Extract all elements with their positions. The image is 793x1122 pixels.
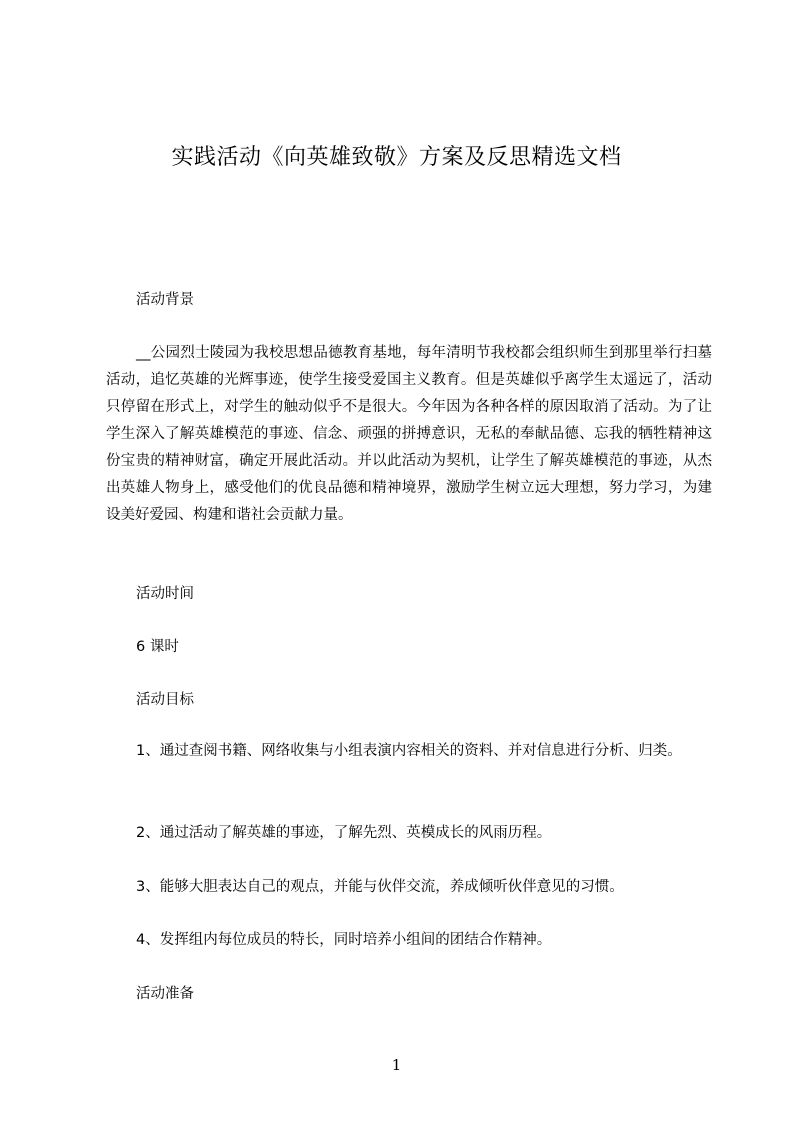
goal-item-1: 1、通过查阅书籍、网络收集与小组表演内容相关的资料、并对信息进行分析、归类。 bbox=[136, 743, 682, 759]
section-heading-prep: 活动准备 bbox=[136, 986, 194, 1002]
section-heading-time: 活动时间 bbox=[136, 586, 194, 602]
page-number: 1 bbox=[391, 1056, 402, 1074]
section-heading-goals: 活动目标 bbox=[136, 692, 194, 708]
background-paragraph: __公园烈士陵园为我校思想品德教育基地，每年清明节我校都会组织师生到那里举行扫墓活动，追忆英雄的光辉事迹，使学生接受爱国主义教育。但是英雄似乎离学生太遥远了，活动只停留在形式上，对学生的触动似乎不是很大。今年因为各种各样的原因取消了活动。为了让学生深入了解英雄模范的事迹、信念、顽强的拼搏意识，无私的奉献品德、忘我的牺牲精神这份宝贵的精神财富，确定开展此活动。并以此活动为契机，让学生了解英雄模范的事迹，从杰出英雄人物身上，感受他们的优良品德和精神境界，激励学生树立远大理想，努力学习，为建设美好爱园、构建和谐社会贡献力量。 bbox=[106, 345, 712, 523]
goal-item-2: 2、通过活动了解英雄的事迹，了解先烈、英模成长的风雨历程。 bbox=[136, 825, 552, 841]
goal-item-3: 3、能够大胆表达自己的观点，并能与伙伴交流，养成倾听伙伴意见的习惯。 bbox=[136, 879, 624, 895]
goal-item-4: 4、发挥组内每位成员的特长，同时培养小组间的团结合作精神。 bbox=[136, 932, 552, 948]
document-title: 实践活动《向英雄致敬》方案及反思精选文档 bbox=[171, 145, 622, 170]
section-heading-background: 活动背景 bbox=[136, 292, 194, 308]
time-value: 6 课时 bbox=[136, 639, 179, 655]
